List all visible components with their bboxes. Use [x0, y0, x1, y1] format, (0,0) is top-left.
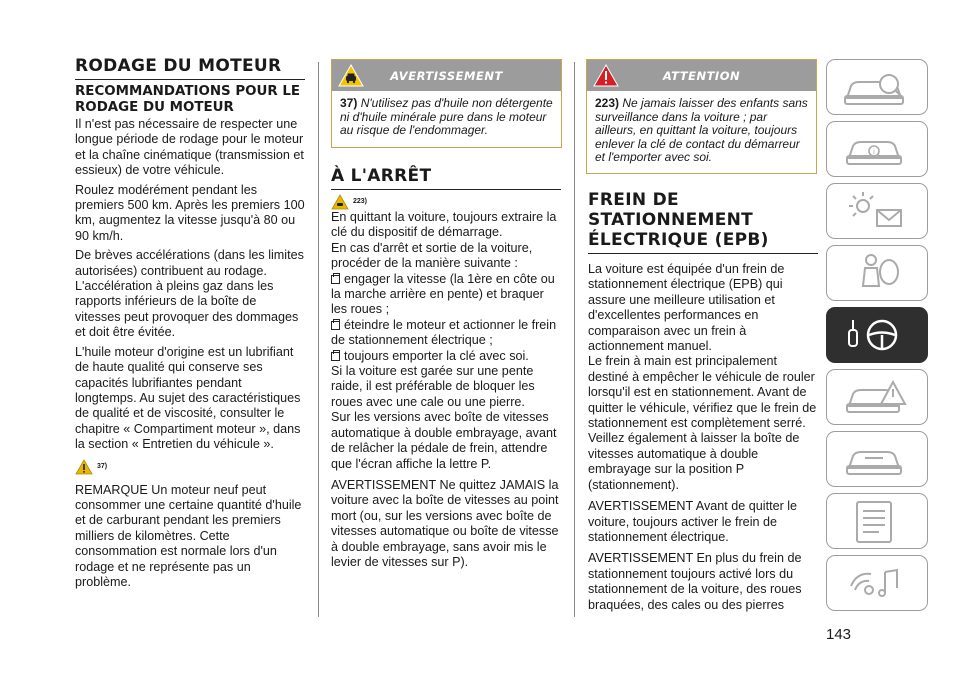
- car-info-icon: [827, 122, 927, 176]
- sidebar-tab-maintenance[interactable]: [826, 431, 928, 487]
- column-1: [75, 0, 305, 594]
- section-title-arret: À L'ARRÊT: [331, 166, 432, 186]
- column-3: [588, 190, 818, 617]
- warning-triangle-icon: [75, 459, 93, 475]
- bullet-item: [331, 349, 561, 364]
- sidebar-tab-safety[interactable]: [826, 245, 928, 301]
- bullet-item: [331, 318, 561, 349]
- sun-envelope-icon: [827, 184, 927, 238]
- paragraph: Roulez modérément pendant les premiers 500 km. Après les premiers 100 km, augmentez la vitesse jusqu'à 80 ou 90 km/h.: [75, 182, 305, 243]
- warning-box: [331, 59, 562, 148]
- column-divider: [574, 62, 575, 617]
- section-title-rodage: RODAGE DU MOTEUR: [75, 56, 282, 76]
- paragraph: En quittant la voiture, toujours extraire la clé du dispositif de démarrage.: [331, 210, 557, 240]
- bullet-icon: [331, 275, 340, 284]
- paragraph: AVERTISSEMENT En plus du frein de stationnement toujours activé lors du stationnement de la voiture, des roues braquées, des cales ou des pierres: [588, 551, 802, 612]
- key-steering-wheel-icon: [827, 308, 927, 362]
- paragraph: Sur les versions avec boîte de vitesses automatique à double embrayage, avant de relâcher la pédale de frein, attendre que l'écran affiche la lettre P.: [331, 410, 557, 471]
- section-title-epb: [588, 190, 818, 250]
- sidebar-tab-technical-data[interactable]: [826, 493, 928, 549]
- car-warning-icon: [827, 370, 927, 424]
- paragraph: Il n'est pas nécessaire de respecter une longue période de rodage pour le moteur et la chaîne cinématique (transmission et essieux) de votre véhicule.: [75, 117, 304, 178]
- attention-text: Ne jamais laisser des enfants sans surveillance dans la voiture ; par ailleurs, en quittant la voiture, toujours enlever la clé de contact du démarreur et l'emporter avec soi.: [595, 96, 808, 165]
- paragraph: L'huile moteur d'origine est un lubrifiant de haute qualité qui conserve ses capacités lubrifiantes pendant longtemps. Au sujet des caractéristiques de qualité et de viscosité, consulter le chapitre « Compartiment moteur », dans la section « Entretien du véhicule ».: [75, 344, 301, 452]
- dashboard-car-icon: [827, 60, 927, 114]
- column-divider: [318, 62, 319, 617]
- car-maintenance-icon: [827, 432, 927, 486]
- reference-marker: [75, 459, 305, 477]
- sidebar-tab-car-info[interactable]: [826, 121, 928, 177]
- reference-marker: [331, 194, 561, 210]
- column-2: [331, 166, 561, 574]
- paragraph: En cas d'arrêt et sortie de la voiture, procéder de la manière suivante :: [331, 240, 533, 271]
- title-line: STATIONNEMENT: [588, 210, 754, 230]
- bullet-icon: [331, 352, 340, 361]
- title-rule: [75, 79, 305, 80]
- attention-number: 223): [595, 96, 620, 110]
- title-line: FREIN DE: [588, 190, 679, 210]
- paragraph: La voiture est équipée d'un frein de stationnement électrique (EPB) qui assure une meilleure utilisation et d'excellentes performances en comparaison avec un frein à actionnement manuel.: [588, 262, 785, 354]
- paragraph: AVERTISSEMENT Ne quittez JAMAIS la voiture avec la boîte de vitesses au point mort (ou, sur les versions avec boîte de vitesses automatique ou boîte de vitesse à double embrayage, sans avoir mis le levier de vitesses sur P).: [331, 477, 559, 569]
- paragraph: REMARQUE Un moteur neuf peut consommer une certaine quantité d'huile et de carburant pendant les premiers milliers de kilomètres. Cette consommation est normale lors d'un rodage et ne représente pas un problème.: [75, 482, 302, 589]
- paragraph: Si la voiture est garée sur une pente raide, il est préférable de bloquer les roues avec une cale ou une pierre.: [331, 364, 535, 409]
- warning-header: [332, 60, 561, 91]
- reference-number: 37): [97, 462, 108, 470]
- title-rule: [331, 189, 561, 190]
- specs-list-icon: [827, 494, 927, 548]
- warning-number: 37): [340, 96, 358, 110]
- bullet-text: toujours emporter la clé avec soi.: [344, 348, 529, 363]
- bullet-icon: [331, 321, 340, 330]
- paragraph: AVERTISSEMENT Avant de quitter le voiture, toujours activer le frein de stationnement électrique.: [588, 499, 798, 544]
- bullet-text: éteindre le moteur et actionner le frein de stationnement électrique ;: [331, 317, 557, 348]
- bullet-text: engager la vitesse (la 1ère en côte ou la marche arrière en pente) et braquer les roues ;: [331, 271, 555, 317]
- attention-box: [586, 59, 817, 174]
- reference-number: 223): [353, 198, 368, 205]
- sidebar-tab-starting-driving[interactable]: [826, 307, 928, 363]
- sidebar-tab-multimedia[interactable]: [826, 555, 928, 611]
- warning-body: [332, 91, 561, 145]
- subsection-title: RECOMMANDATIONS POUR LE RODAGE DU MOTEUR: [75, 84, 301, 115]
- paragraph: De brèves accélérations (dans les limites autorisées) contribuent au rodage. L'accélération à pleins gaz dans les rapports inférieurs de la boîte de vitesses peut provoquer des dommages et doit être évitée.: [75, 248, 304, 340]
- paragraph: Le frein à main est principalement destiné à empêcher le véhicule de rouler lorsqu'il est en stationnement. Avant de quitter le véhicule, vérifiez que le frein de stationnement est complètement serré. Veillez également à laisser la boîte de vitesses automatique à double embrayage sur la position P (stationnement).: [588, 354, 817, 492]
- svg-text:i: i: [873, 148, 875, 156]
- airbag-person-icon: [827, 246, 927, 300]
- attention-header: [587, 60, 816, 91]
- sidebar-tab-dashboard[interactable]: [826, 59, 928, 115]
- sidebar-tab-signals[interactable]: [826, 183, 928, 239]
- warning-title: AVERTISSEMENT: [390, 69, 503, 83]
- page-number: 143: [826, 626, 852, 643]
- title-rule: [588, 253, 818, 254]
- car-skid-warning-icon: [331, 194, 349, 210]
- warning-text: N'utilisez pas d'huile non détergente ni d'huile minérale pure dans le moteur au risque de l'endommager.: [340, 96, 553, 138]
- attention-body: [587, 91, 816, 172]
- sidebar-tab-emergency[interactable]: [826, 369, 928, 425]
- attention-title: ATTENTION: [662, 69, 741, 83]
- title-line: ÉLECTRIQUE (EPB): [588, 230, 769, 250]
- multimedia-icon: [827, 556, 927, 610]
- bullet-item: [331, 272, 561, 318]
